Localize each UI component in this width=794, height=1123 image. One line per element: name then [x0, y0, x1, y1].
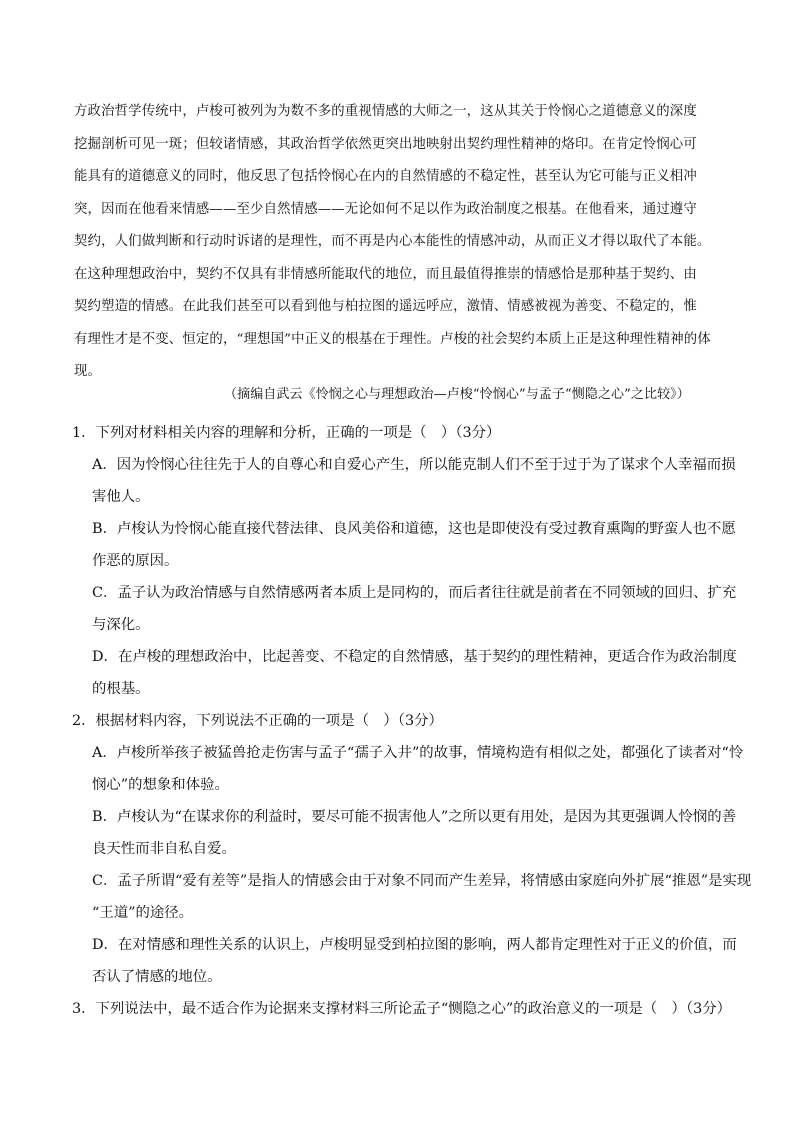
passage-line: 方政治哲学传统中，卢梭可被列为为数不多的重视情感的大师之一，这从其关于怜悯心之道德意义的深度 [74, 104, 697, 119]
question-2-option-a: A．卢梭所举孩子被猛兽抢走伤害与孟子“孺子入井”的故事，情境构造有相似之处，都强化了读者对“怜 [92, 745, 744, 761]
question-1-option-a: A．因为怜悯心往往先于人的自尊心和自爱心产生，所以能克制人们不至于过于为了谋求个人幸福而损 [92, 457, 736, 473]
passage-line: 突，因而在他看来情感——至少自然情感——无论如何不足以作为政治制度之根基。在他看来，通过遵守 [74, 201, 697, 217]
question-2-option-d-cont: 否认了情感的地位。 [92, 969, 222, 985]
question-2-option-c: C．孟子所谓“爱有差等”是指人的情感会由于对象不同而产生差异，将情感由家庭向外扩展“推恩”是实现 [92, 873, 752, 889]
question-2-option-b-cont: 良天性而非自私自爱。 [92, 841, 236, 857]
question-2-option-b: B．卢梭认为“在谋求你的利益时，要尽可能不损害他人”之所以更有用处，是因为其更强调人怜悯的善 [92, 809, 737, 825]
question-1-option-d-cont: 的根基。 [92, 681, 150, 697]
passage-line: 契约，人们做判断和行动时诉诸的是理性，而不再是内心本能性的情感冲动，从而正义才得以取代了本能。 [74, 234, 711, 249]
passage-source: （摘编自武云《怜悯之心与理想政治—卢梭“怜悯心”与孟子“恻隐之心”之比较》） [224, 387, 690, 402]
question-1-option-a-cont: 害他人。 [92, 489, 150, 505]
question-1-option-c-cont: 与深化。 [92, 617, 150, 633]
question-2-stem: 2．根据材料内容，下列说法不正确的一项是（ ）（3分） [72, 713, 443, 729]
question-1-option-c: C．孟子认为政治情感与自然情感两者本质上是同构的，而后者往往就是前者在不同领域的回归、扩充 [92, 585, 737, 601]
passage-line: 有理性才是不变、恒定的，“理想国”中正义的根基在于理性。卢梭的社会契约本质上正是这种理性精神的体 [74, 331, 711, 347]
question-2-option-a-cont: 悯心”的想象和体验。 [92, 777, 229, 793]
question-1-stem: 1．下列对材料相关内容的理解和分析，正确的一项是（ ）（3分） [72, 425, 501, 441]
question-1-option-b-cont: 作恶的原因。 [92, 553, 179, 569]
reading-passage [74, 96, 738, 389]
question-1-option-b: B．卢梭认为怜悯心能直接代替法律、良风美俗和道德，这也是即使没有受过教育熏陶的野蛮人也不愿 [92, 521, 736, 537]
passage-line: 契约塑造的情感。在此我们甚至可以看到他与柏拉图的遥远呼应，激情、情感被视为善变、不稳定的，惟 [74, 299, 697, 314]
question-1-option-d: D．在卢梭的理想政治中，比起善变、不稳定的自然情感，基于契约的理性精神，更适合作为政治制度 [92, 649, 737, 665]
passage-line: 挖掘剖析可见一斑；但较诸情感，其政治哲学依然更突出地映射出契约理性精神的烙印。在肯定怜悯心可 [74, 136, 697, 152]
question-2-option-d: D．在对情感和理性关系的认识上，卢梭明显受到柏拉图的影响，两人都肯定理性对于正义的价值，而 [92, 937, 737, 953]
question-3-stem: 3．下列说法中，最不适合作为论据来支撑材料三所论孟子“恻隐之心”的政治意义的一项是（ ）（3分） [72, 1001, 732, 1017]
passage-line: 能具有的道德意义的同时，他反思了包括怜悯心在内的自然情感的不稳定性，甚至认为它可能与正义相冲 [74, 169, 697, 184]
passage-line: 现。 [74, 364, 102, 379]
passage-line: 在这种理想政治中，契约不仅具有非情感所能取代的地位，而且最值得推崇的情感恰是那种基于契约、由 [74, 266, 697, 282]
question-2-option-c-cont: “王道”的途径。 [92, 905, 194, 921]
